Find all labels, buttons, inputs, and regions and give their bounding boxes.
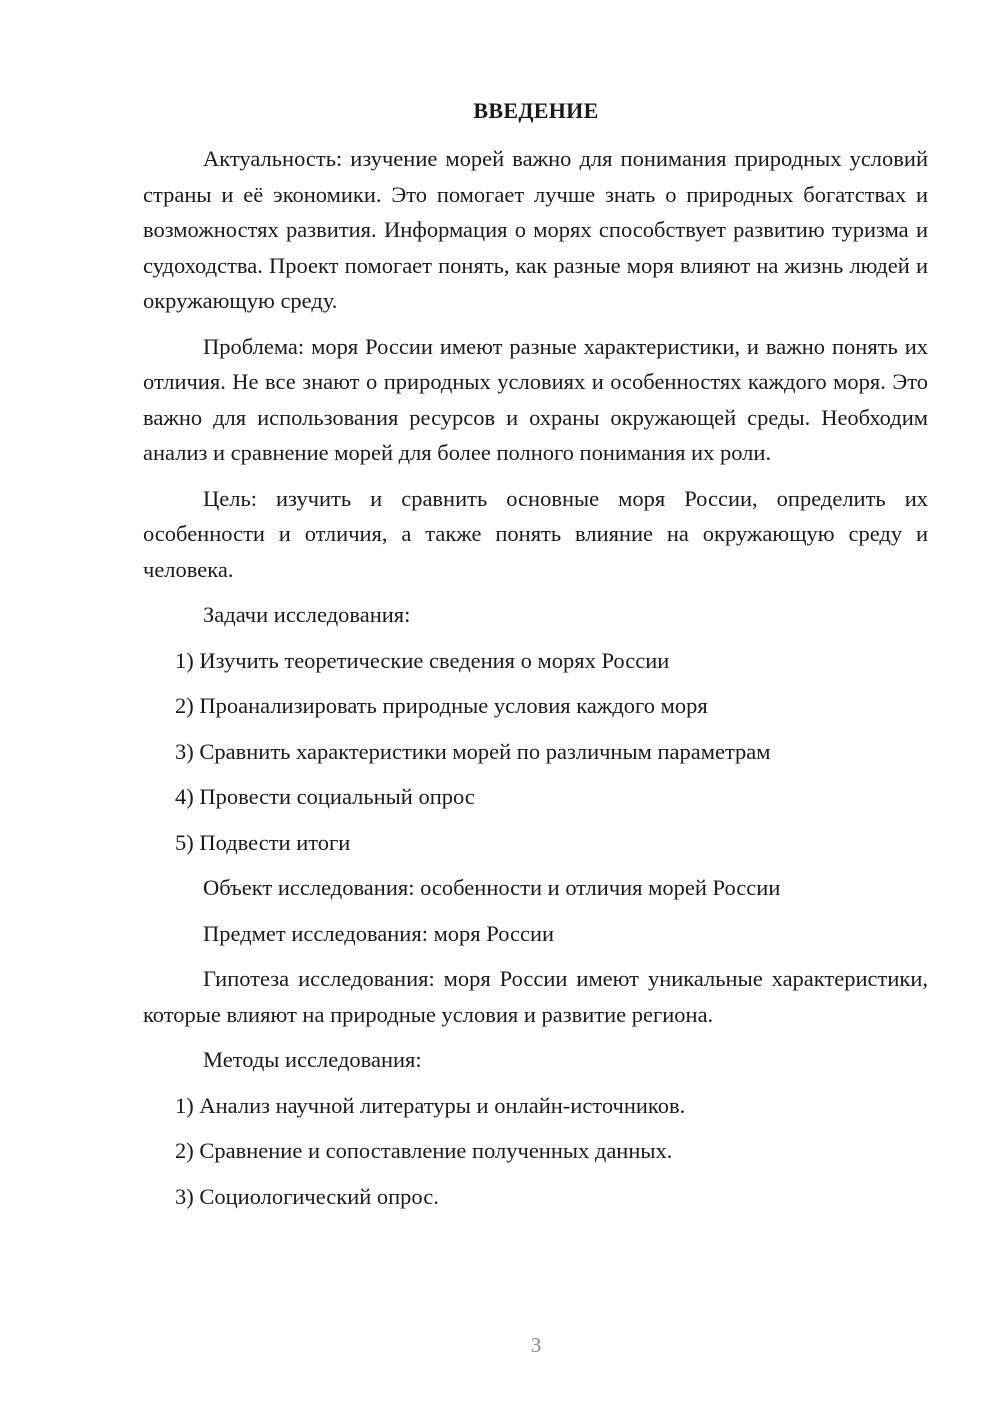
document-body — [143, 141, 928, 1214]
page-number: 3 — [530, 1333, 542, 1357]
task-item: 3) Сравнить характеристики морей по различным параметрам — [175, 738, 771, 764]
methods-list — [143, 1088, 928, 1215]
methods-heading: Методы исследования: — [203, 1047, 422, 1072]
task-item: 2) Проанализировать природные условия каждого моря — [175, 693, 708, 718]
method-item: 1) Анализ научной литературы и онлайн-источников. — [175, 1092, 686, 1118]
tasks-list — [143, 643, 928, 861]
task-item: 1) Изучить теоретические сведения о морях России — [175, 647, 670, 673]
method-item: 2) Сравнение и сопоставление полученных данных. — [175, 1138, 673, 1163]
task-item: 5) Подвести итоги — [175, 829, 351, 855]
problem-paragraph: Проблема: моря России имеют разные характеристики, и важно понять их отличия. Не все знают о природных условиях и особенностях каждого моря. Это важно для использования ресурсов и охраны окружающей среды. Необходим анализ и сравнение морей для более полного понимания их роли. — [143, 333, 928, 465]
object-line: Объект исследования: особенности и отличия морей России — [203, 875, 781, 900]
page-title: ВВЕДЕНИЕ — [473, 98, 599, 123]
relevance-paragraph: Актуальность: изучение морей важно для понимания природных условий страны и её экономики. Это помогает лучше знать о природных богатствах и возможностях развития. Информация о морях способствует развитию туризма и судоходства. Проект помогает понять, как разные моря влияют на жизнь людей и окружающую среду. — [143, 146, 928, 313]
method-item: 3) Социологический опрос. — [175, 1183, 439, 1209]
tasks-heading: Задачи исследования: — [203, 602, 411, 627]
task-item: 4) Провести социальный опрос — [175, 784, 475, 809]
goal-paragraph: Цель: изучить и сравнить основные моря России, определить их особенности и отличия, а также понять влияние на окружающую среду и человека. — [143, 485, 928, 582]
hypothesis-paragraph: Гипотеза исследования: моря России имеют уникальные характеристики, которые влияют на природные условия и развитие региона. — [143, 966, 928, 1027]
subject-line: Предмет исследования: моря России — [203, 920, 555, 946]
